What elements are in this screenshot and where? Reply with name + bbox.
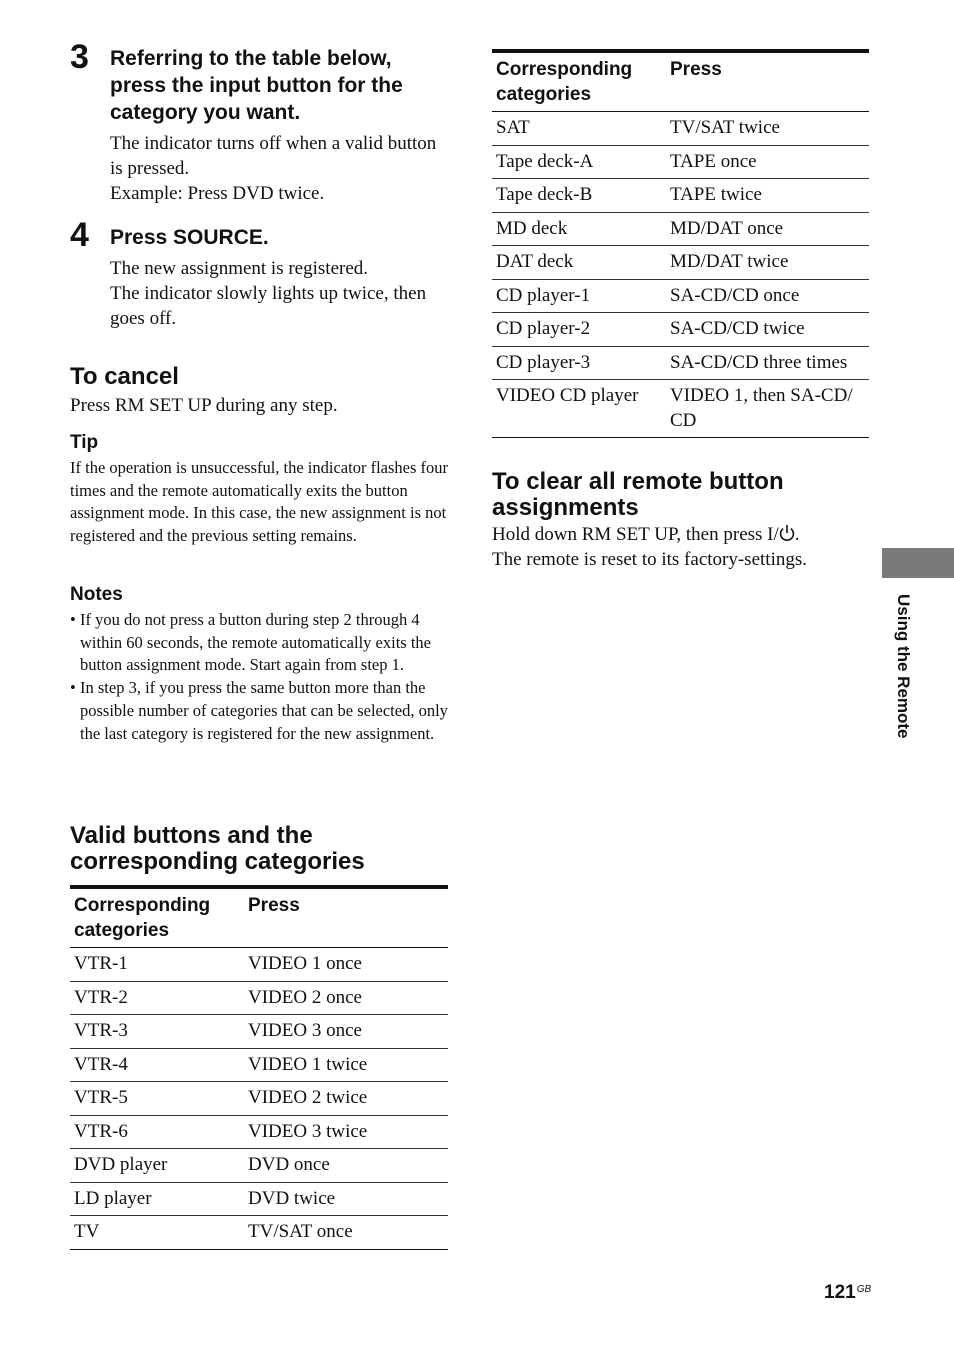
note-item: • In step 3, if you press the same button more than the possible number of categories that can be selected, only the last category is registered for the new assignment. bbox=[70, 677, 448, 745]
press-cell: SA-CD/CD once bbox=[666, 279, 869, 313]
page-number-value: 121 bbox=[824, 1282, 856, 1303]
category-cell: SAT bbox=[492, 112, 666, 146]
category-cell: Tape deck-B bbox=[492, 179, 666, 213]
table-row bbox=[70, 1015, 448, 1049]
category-cell: VTR-3 bbox=[70, 1015, 244, 1049]
table-row bbox=[70, 1149, 448, 1183]
press-cell: SA-CD/CD three times bbox=[666, 346, 869, 380]
column-header-categories: Corresponding categories bbox=[492, 51, 666, 112]
category-cell: Tape deck-A bbox=[492, 145, 666, 179]
press-cell: DVD twice bbox=[244, 1182, 448, 1216]
clear-text bbox=[492, 522, 872, 572]
table-row bbox=[492, 246, 869, 280]
category-cell: VIDEO CD player bbox=[492, 380, 666, 438]
tip-heading: Tip bbox=[70, 432, 99, 453]
table-row bbox=[70, 1115, 448, 1149]
column-header-press: Press bbox=[666, 51, 869, 112]
press-cell: MD/DAT twice bbox=[666, 246, 869, 280]
press-cell: TAPE twice bbox=[666, 179, 869, 213]
clear-line-1-text: Hold down RM SET UP, then press I/ bbox=[492, 524, 779, 545]
category-cell: VTR-6 bbox=[70, 1115, 244, 1149]
cancel-text: Press RM SET UP during any step. bbox=[70, 395, 338, 416]
page-number-suffix: GB bbox=[856, 1284, 872, 1295]
step-4 bbox=[70, 218, 450, 331]
table-row bbox=[70, 1182, 448, 1216]
step-number: 3 bbox=[70, 38, 89, 76]
table-row bbox=[492, 212, 869, 246]
category-cell: LD player bbox=[70, 1182, 244, 1216]
tip-text: If the operation is unsuccessful, the indicator flashes four times and the remote automatically exits the button assignment mode. In this case, the new assignment is not registered and the previous setting remains. bbox=[70, 458, 449, 546]
step-number: 4 bbox=[70, 216, 89, 254]
clear-heading: To clear all remote button assignments bbox=[492, 468, 784, 521]
category-cell: CD player-1 bbox=[492, 279, 666, 313]
category-cell: TV bbox=[70, 1216, 244, 1250]
category-cell: DVD player bbox=[70, 1149, 244, 1183]
press-cell: VIDEO 2 twice bbox=[244, 1082, 448, 1116]
step-body bbox=[110, 131, 450, 206]
step-body bbox=[110, 256, 450, 331]
step-line: The indicator slowly lights up twice, then goes off. bbox=[110, 283, 427, 329]
clear-line-1-end: . bbox=[794, 524, 800, 545]
notes-heading: Notes bbox=[70, 584, 123, 605]
step-heading: Press SOURCE. bbox=[110, 226, 269, 249]
press-cell: VIDEO 1 once bbox=[244, 948, 448, 982]
category-table-left bbox=[70, 885, 448, 1250]
press-cell: MD/DAT once bbox=[666, 212, 869, 246]
category-table-right bbox=[492, 49, 869, 438]
category-cell: CD player-3 bbox=[492, 346, 666, 380]
column-header-press: Press bbox=[244, 887, 448, 948]
table-row bbox=[70, 948, 448, 982]
side-tab-marker bbox=[882, 548, 954, 578]
power-icon bbox=[779, 524, 795, 542]
category-cell: CD player-2 bbox=[492, 313, 666, 347]
valid-buttons-heading: Valid buttons and the corresponding categories bbox=[70, 822, 365, 875]
clear-line-2: The remote is reset to its factory-settings. bbox=[492, 549, 807, 570]
note-item: • If you do not press a button during step 2 through 4 within 60 seconds, the remote automatically exits the button assignment mode. Start again from step 1. bbox=[70, 609, 448, 677]
press-cell: DVD once bbox=[244, 1149, 448, 1183]
table-row bbox=[492, 112, 869, 146]
table-row bbox=[70, 1216, 448, 1250]
table-row bbox=[492, 313, 869, 347]
step-line: The new assignment is registered. bbox=[110, 258, 369, 279]
table-row bbox=[492, 346, 869, 380]
category-cell: VTR-1 bbox=[70, 948, 244, 982]
clear-line-1 bbox=[492, 522, 872, 547]
press-cell: SA-CD/CD twice bbox=[666, 313, 869, 347]
side-tab-label: Using the Remote bbox=[894, 594, 913, 739]
step-3 bbox=[70, 40, 450, 206]
press-cell: TV/SAT once bbox=[244, 1216, 448, 1250]
table-row bbox=[492, 279, 869, 313]
page-number bbox=[824, 1282, 871, 1304]
category-cell: DAT deck bbox=[492, 246, 666, 280]
notes-list bbox=[70, 609, 448, 745]
category-cell: VTR-5 bbox=[70, 1082, 244, 1116]
press-cell: VIDEO 2 once bbox=[244, 981, 448, 1015]
table-row bbox=[70, 1082, 448, 1116]
press-cell: VIDEO 3 twice bbox=[244, 1115, 448, 1149]
table-row bbox=[492, 145, 869, 179]
press-cell: VIDEO 3 once bbox=[244, 1015, 448, 1049]
category-cell: VTR-4 bbox=[70, 1048, 244, 1082]
press-cell: TV/SAT twice bbox=[666, 112, 869, 146]
step-heading: Referring to the table below, press the input button for the category you want. bbox=[110, 47, 403, 124]
cancel-heading: To cancel bbox=[70, 363, 179, 390]
press-cell: VIDEO 1, then SA-CD/ CD bbox=[666, 380, 869, 438]
table-row bbox=[70, 981, 448, 1015]
category-cell: VTR-2 bbox=[70, 981, 244, 1015]
table-row bbox=[70, 1048, 448, 1082]
category-cell: MD deck bbox=[492, 212, 666, 246]
table-row bbox=[492, 380, 869, 438]
step-line: Example: Press DVD twice. bbox=[110, 183, 325, 204]
press-cell: TAPE once bbox=[666, 145, 869, 179]
step-line: The indicator turns off when a valid button is pressed. bbox=[110, 133, 437, 179]
press-cell: VIDEO 1 twice bbox=[244, 1048, 448, 1082]
table-row bbox=[492, 179, 869, 213]
column-header-categories: Corresponding categories bbox=[70, 887, 244, 948]
